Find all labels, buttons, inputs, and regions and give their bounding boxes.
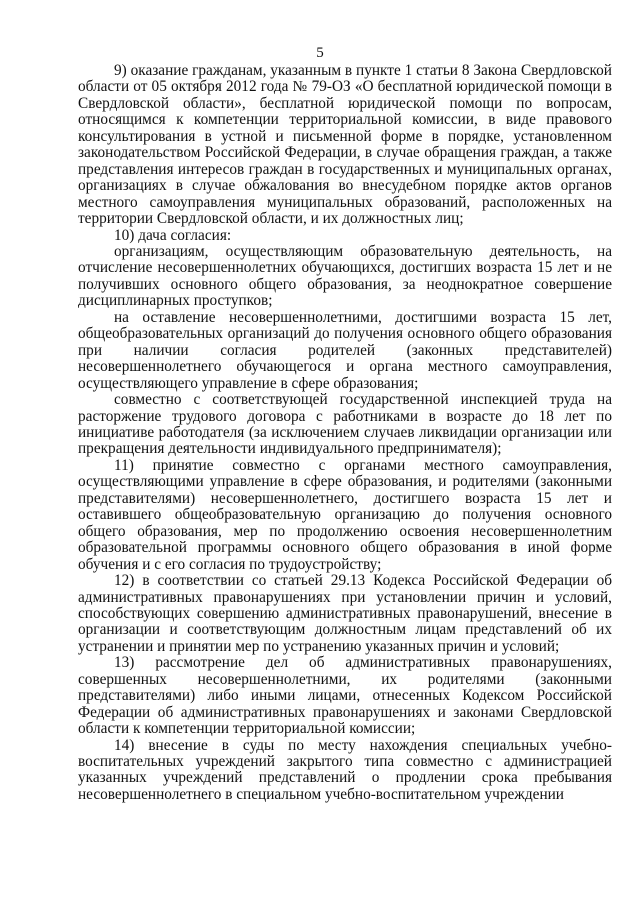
paragraph-item-10-heading: 10) дача согласия: — [114, 226, 232, 244]
paragraph-item-13: 13) рассмотрение дел об административных правонарушениях, совершенных несовершеннолетними, их родителями (законными представителями) либо иными лицами, отнесенных Кодексом Российской Федерации об административных правонарушениях и законами Свердловской области к компетенции территориальной комиссии; — [78, 654, 612, 738]
paragraph-consent-expulsion: организациям, осуществляющим образовательную деятельность, на отчисление несовершеннолетних обучающихся, достигших возраста 15 лет и не получивших основного общего образования, за неоднократное совершение дисциплинарных проступков; — [78, 242, 612, 310]
paragraph-item-9: 9) оказание гражданам, указанным в пункте 1 статьи 8 Закона Свердловской области от 05 октября 2012 года № 79-ОЗ «О бесплатной юридической помощи в Свердловской области», бесплатной юридической помощи по вопросам, относящимся к компетенции территориальной комиссии, в виде правового консультирования в устной и письменной форме в порядке, установленном законодательством Российской Федерации, в случае обращения граждан, а также представления интересов граждан в государственных и муниципальных органах, организациях в случае обжалования во внесудебном порядке актов органов местного самоуправления муниципальных образований, расположенных на территории Свердловской области, и их должностных лиц; — [78, 62, 612, 228]
paragraph-item-11: 11) принятие совместно с органами местного самоуправления, осуществляющими управление в сфере образования, и родителями (законными представителями) несовершеннолетнего, достигшего возраста 15 лет и оставившего общеобразовательную организацию до получения основного общего образования, мер по продолжению освоения несовершеннолетним образовательной программы основного общего образования в иной форме обучения и с его согласия по трудоустройству; — [78, 456, 612, 573]
paragraph-consent-labor-contract: совместно с соответствующей государственной инспекцией труда на расторжение трудового договора с работниками в возрасте до 18 лет по инициативе работодателя (за исключением случаев ликвидации организации или прекращения деятельности индивидуального предпринимателя); — [78, 391, 612, 458]
document-body — [78, 63, 612, 803]
paragraph-consent-leaving-school: на оставление несовершеннолетними, достигшими возраста 15 лет, общеобразовательных организаций до получения основного общего образования при наличии согласия родителей (законных представителей) несовершеннолетнего обучающегося и органа местного самоуправления, осуществляющего управление в сфере образования; — [78, 308, 612, 392]
paragraph-item-14: 14) внесение в суды по месту нахождения специальных учебно-воспитательных учреждений закрытого типа совместно с администрацией указанных учреждений представлений о продлении срока пребывания несовершеннолетнего в специальном учебно-воспитательном учреждении — [78, 736, 612, 803]
page-number: 5 — [316, 45, 324, 61]
paragraph-item-12: 12) в соответствии со статьей 29.13 Кодекса Российской Федерации об административных правонарушениях при установлении причин и условий, способствующих совершению административных правонарушений, внесение в организации и соответствующим должностным лицам представлений об их устранении и принятии мер по устранению указанных причин и условий; — [78, 572, 612, 655]
